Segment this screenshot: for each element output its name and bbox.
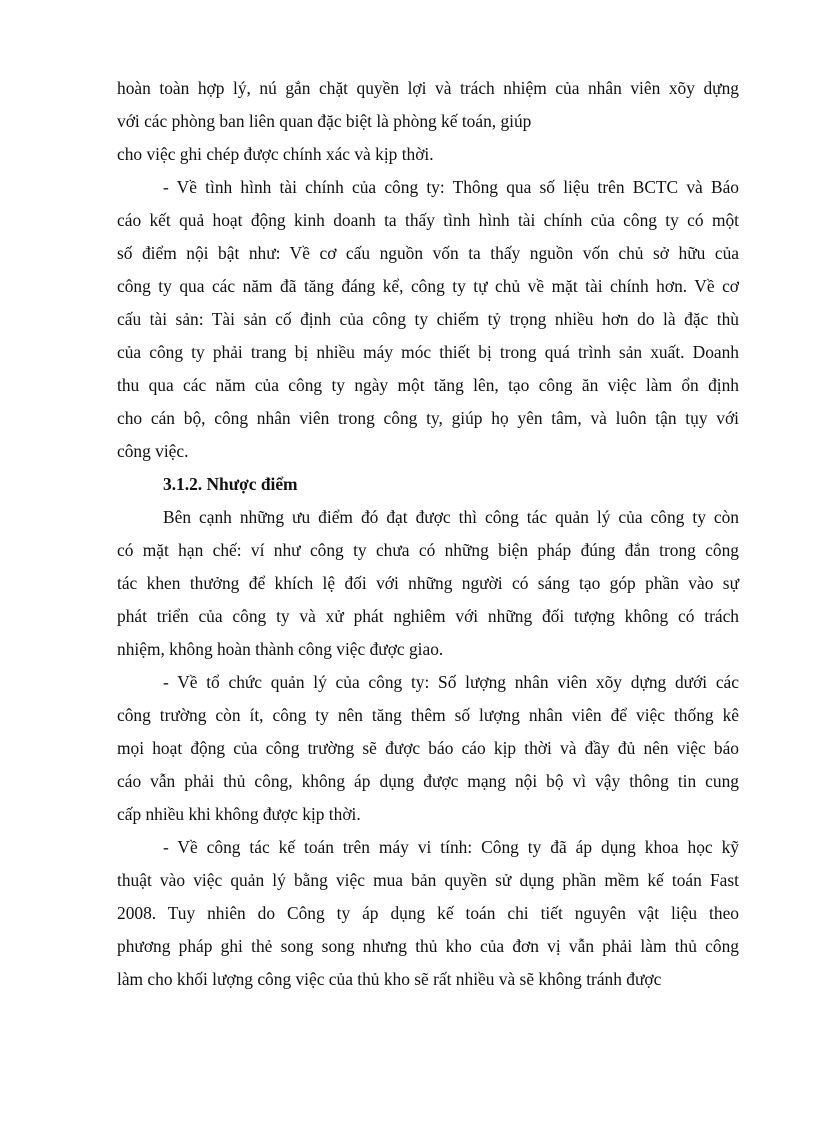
text-line: của công ty phải trang bị nhiều máy móc thiết bị trong quá trình sản xuất. Doanh <box>117 342 739 362</box>
text-line: cho cán bộ, công nhân viên trong công ty, giúp họ yên tâm, và luôn tận tụy với <box>117 408 739 428</box>
text-line: làm cho khối lượng công việc của thủ kho sẽ rất nhiều và sẽ không tránh được <box>117 969 662 989</box>
text-line: cấp nhiều khi không được kịp thời. <box>117 804 361 824</box>
text-line: hoàn toàn hợp lý, nú gắn chặt quyền lợi và trách nhiệm của nhân viên xõy dựng <box>117 78 739 98</box>
text-line: số điểm nội bật như: Về cơ cấu nguồn vốn ta thấy nguồn vốn chủ sở hữu của <box>117 243 739 263</box>
text-line: công việc. <box>117 441 189 461</box>
text-line: cho việc ghi chép được chính xác và kịp thời. <box>117 144 434 164</box>
text-line: công trường còn ít, công ty nên tăng thêm số lượng nhân viên để việc thống kê <box>117 705 739 725</box>
text-line: mọi hoạt động của công trường sẽ được báo cáo kịp thời và đầy đủ nên việc báo <box>117 738 739 758</box>
text-line: nhiệm, không hoàn thành công việc được giao. <box>117 639 444 659</box>
text-line: với các phòng ban liên quan đặc biệt là phòng kế toán, giúp <box>117 111 532 131</box>
text-line: cáo kết quả hoạt động kinh doanh ta thấy tình hình tài chính của công ty có một <box>117 210 739 230</box>
text-line: có mặt hạn chế: ví như công ty chưa có những biện pháp đúng đắn trong công <box>117 540 739 560</box>
text-line: cáo vẫn phải thủ công, không áp dụng được mạng nội bộ vì vậy thông tin cung <box>117 771 739 791</box>
text-line: thu qua các năm của công ty ngày một tăng lên, tạo công ăn việc làm ổn định <box>117 375 739 395</box>
text-line: - Về tổ chức quản lý của công ty: Số lượng nhân viên xõy dựng dưới các <box>163 672 739 692</box>
text-line: công ty qua các năm đã tăng đáng kể, công ty tự chủ về mặt tài chính hơn. Về cơ <box>117 276 739 296</box>
body-text <box>117 72 739 996</box>
text-line: phương pháp ghi thẻ song song nhưng thủ kho của đơn vị vẫn phải làm thủ công <box>117 936 739 956</box>
section-heading: 3.1.2. Nhược điểm <box>163 474 298 494</box>
text-line: tác khen thưởng để khích lệ đối với những người có sáng tạo góp phần vào sự <box>117 573 739 593</box>
text-line: 2008. Tuy nhiên do Công ty áp dụng kế toán chi tiết nguyên vật liệu theo <box>117 903 739 923</box>
text-line: cấu tài sản: Tài sản cố định của công ty chiếm tỷ trọng nhiều hơn do là đặc thù <box>117 309 739 329</box>
text-line: - Về tình hình tài chính của công ty: Thông qua số liệu trên BCTC và Báo <box>163 177 739 197</box>
text-line: thuật vào việc quản lý bằng việc mua bản quyền sử dụng phần mềm kế toán Fast <box>117 870 739 890</box>
text-line: phát triển của công ty và xử phát nghiêm với những đối tượng không có trách <box>117 606 739 626</box>
text-line: Bên cạnh những ưu điểm đó đạt được thì công tác quản lý của công ty còn <box>163 507 739 527</box>
text-line: - Về công tác kế toán trên máy vi tính: Công ty đã áp dụng khoa học kỹ <box>163 837 739 857</box>
